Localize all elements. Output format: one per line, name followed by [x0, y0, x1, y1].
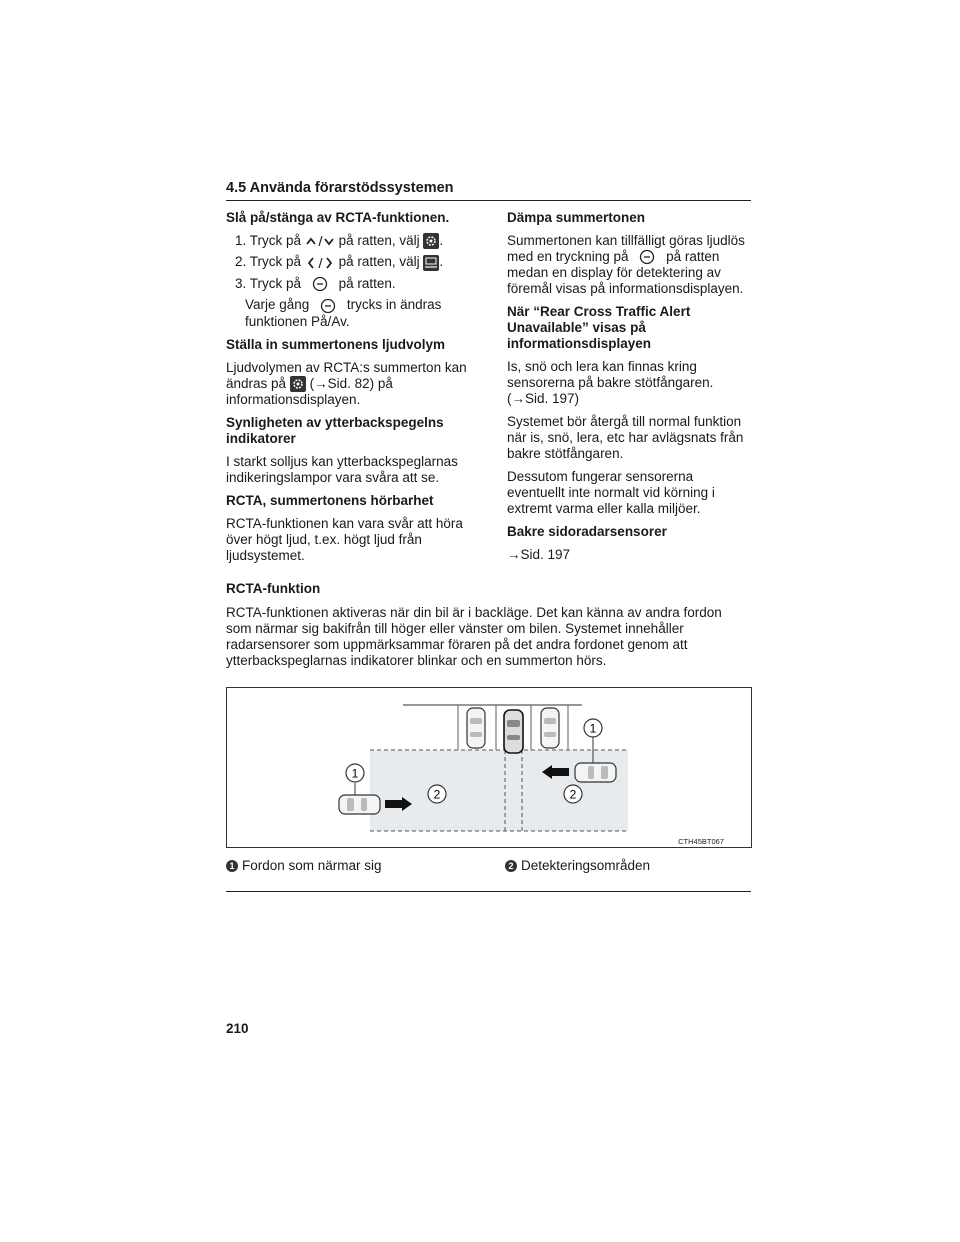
- legend-label-2: Detekteringsområden: [521, 858, 651, 873]
- approaching-vehicle-left: [339, 795, 380, 814]
- mute-text-a: Summertonen kan tillfälligt göras ljudlös med en tryckning på: [507, 233, 745, 264]
- right-column: [507, 210, 752, 570]
- step-3-text-a: 3. Tryck på: [235, 275, 302, 291]
- sensors-ref: →Sid. 197: [507, 547, 571, 563]
- legend-badge-1: 1: [226, 860, 238, 872]
- callout-1-right-label: 1: [589, 721, 597, 736]
- heading-volume: Ställa in summertonens ljudvolym: [226, 336, 446, 352]
- step-1-text-a: 1. Tryck på: [235, 233, 302, 248]
- figure-code: CTH45BT067: [678, 837, 724, 846]
- unavailable-text-3: Dessutom fungerar sensorerna eventuellt inte normalt vid körning i extremt varma eller kalla miljöer.: [507, 469, 715, 517]
- step-3: [235, 276, 471, 292]
- settings-icon: [423, 233, 439, 249]
- mute-text-b: på ratten medan en display för detektering av föremål visas på informationsdisplayen.: [507, 249, 744, 297]
- note-text-b: trycks in ändras funktionen På/Av.: [245, 297, 442, 329]
- unavailable-text-1: Is, snö och lera kan finnas kring sensorerna på bakre stötfångaren. (→Sid. 197): [507, 359, 714, 407]
- heading-audibility: RCTA, summertonens hörbarhet: [226, 493, 434, 509]
- heading-rcta: RCTA-funktion: [226, 581, 321, 596]
- heading-visibility: Synligheten av ytterbackspegelns indikatorer: [226, 415, 444, 447]
- settings-icon: [290, 376, 306, 392]
- step-3-text-b: på ratten.: [338, 275, 396, 291]
- page-number: 210: [226, 1021, 249, 1036]
- legend-label-1: Fordon som närmar sig: [242, 858, 382, 873]
- callout-2-left-label: 2: [433, 787, 441, 802]
- header-rule: [226, 200, 751, 201]
- heading-unavailable: När “Rear Cross Traffic Alert Unavailable” visas på informationsdisplayen: [507, 304, 691, 352]
- approaching-vehicle-right: [575, 763, 616, 782]
- callout-2-right-label: 2: [569, 787, 577, 802]
- volume-text-b: (→Sid. 82) på informationsdisplayen.: [226, 375, 393, 408]
- rcta-diagram-svg: [227, 688, 751, 847]
- legend-badge-2: 2: [505, 860, 517, 872]
- heading-mute: Dämpa summertonen: [507, 210, 646, 225]
- rcta-body: RCTA-funktionen aktiveras när din bil är i backläge. Det kan känna av andra fordon som närmar sig bakifrån till höger eller vänster om bilen. Systemet innehåller radarsensorer som uppmärksammar föraren på det andra fordonet genom att ytterbackspeglarnas indikatorer blinkar och en summerton hörs.: [226, 605, 722, 668]
- step-1: 1. Tryck på på ratten, välj .: [235, 233, 444, 248]
- heading-onoff: Slå på/stänga av RCTA-funktionen.: [226, 210, 450, 225]
- heading-sensors: Bakre sidoradarsensorer: [507, 524, 667, 540]
- audibility-text: RCTA-funktionen kan vara svår att höra över högt ljud, t.ex. högt ljud från ljudsystemet.: [226, 516, 463, 564]
- callout-1-left-label: 1: [351, 766, 359, 781]
- volume-text-a: Ljudvolymen av RCTA:s summerton kan ändras på: [226, 359, 467, 391]
- step-2-text-b: på ratten, välj: [338, 254, 420, 270]
- chevron-left-right-icon: [305, 255, 335, 271]
- ok-button-icon: [305, 276, 335, 292]
- step-2-text-a: 2. Tryck på: [235, 254, 302, 270]
- mute-text: [507, 233, 752, 297]
- parked-car: [541, 708, 559, 748]
- legend-item-2: [505, 858, 650, 874]
- ok-button-icon: [313, 298, 343, 314]
- rcta-icon: [423, 255, 439, 271]
- step-1-text-b: på ratten, välj: [338, 233, 420, 248]
- unavailable-text-2: Systemet bör återgå till normal funktion när is, snö, lera, etc har avlägsnats från bakre stötfångaren.: [507, 414, 744, 462]
- left-column: [226, 210, 471, 571]
- volume-text: [226, 360, 471, 408]
- visibility-text: I starkt solljus kan ytterbackspeglarnas indikeringslampor vara svåra att se.: [226, 454, 458, 486]
- own-car: [504, 710, 523, 753]
- chevron-up-down-icon: [305, 233, 335, 249]
- footer-rule: [226, 891, 751, 892]
- step-2: 2. Tryck på på ratten, välj .: [235, 254, 444, 270]
- section-header: 4.5 Använda förarstödssystemen: [226, 180, 454, 196]
- parked-car: [467, 708, 485, 748]
- toggle-note: [245, 297, 471, 329]
- note-text-a: Varje gång: [245, 297, 310, 313]
- legend-item-1: [226, 858, 382, 874]
- ok-button-icon: [632, 249, 662, 265]
- rcta-diagram: [226, 687, 752, 848]
